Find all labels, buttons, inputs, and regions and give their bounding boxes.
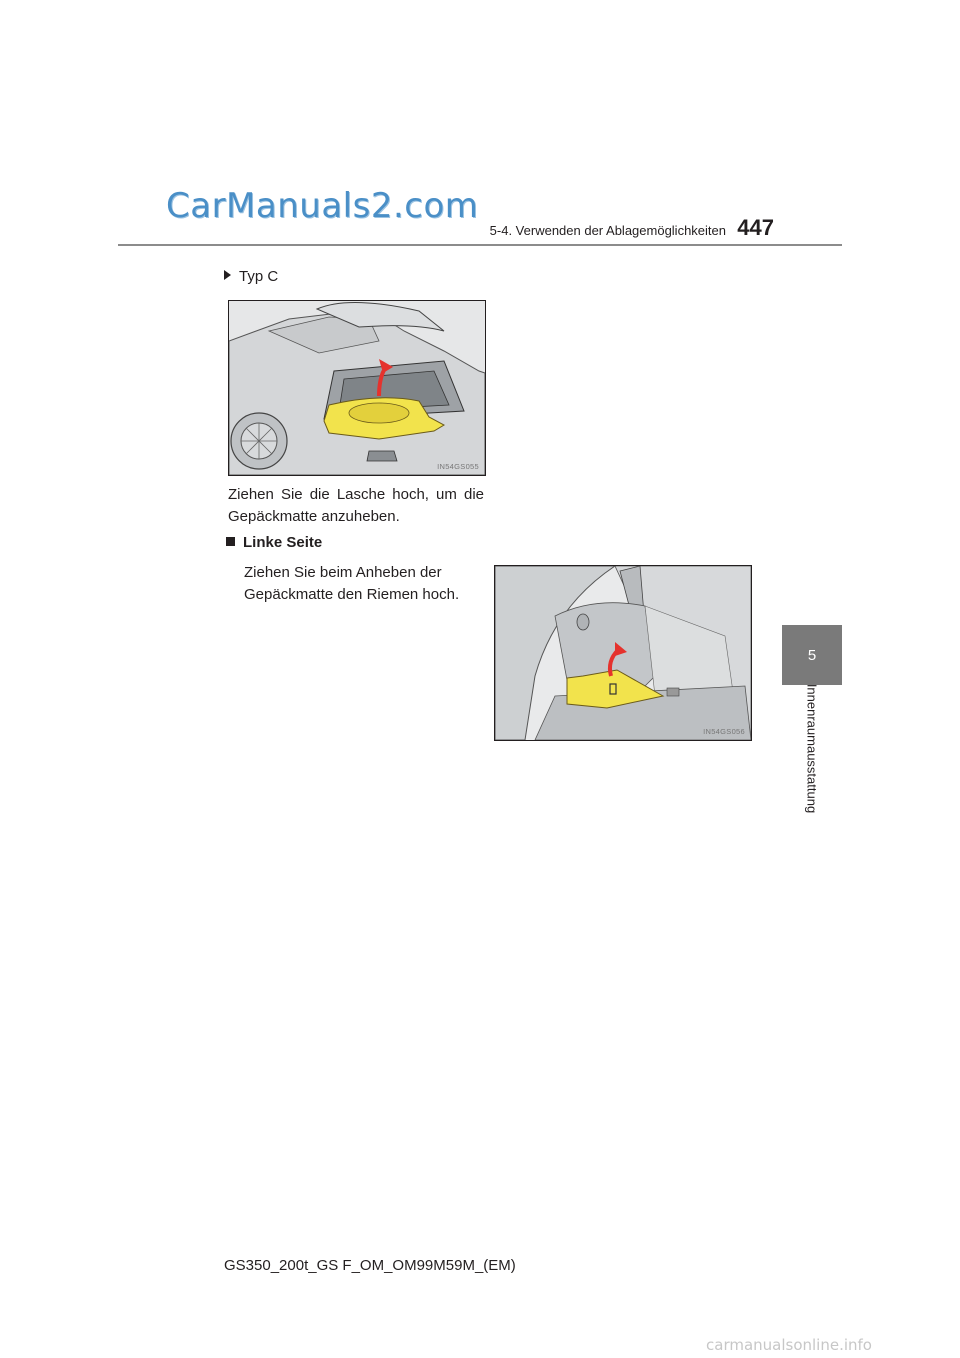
triangle-bullet-icon — [224, 270, 231, 280]
subheading-text: Linke Seite — [243, 534, 323, 551]
watermark-logo: CarManuals2.com — [166, 186, 479, 226]
chapter-label: Innenraumausstattung — [804, 683, 820, 814]
chapter-number: 5 — [807, 646, 817, 664]
square-bullet-icon — [226, 537, 235, 546]
header-divider — [118, 244, 842, 246]
subheading-left-side — [226, 534, 322, 551]
running-header-section: 5-4. Verwenden der Ablagemöglichkeiten — [489, 223, 726, 238]
trunk-left-illustration — [495, 566, 751, 740]
figure-code: IN54GS055 — [437, 462, 479, 471]
figure-code: IN54GS056 — [703, 727, 745, 736]
instruction-paragraph: Ziehen Sie die Lasche hoch, um die Gepäckmatte anzuheben. — [228, 486, 484, 525]
footer-document-code: GS350_200t_GS F_OM_OM99M59M_(EM) — [224, 1257, 516, 1274]
variant-heading — [224, 268, 278, 285]
figure-trunk-type-c — [228, 300, 486, 476]
trunk-illustration — [229, 301, 485, 475]
footer-site-logo: carmanualsonline.info — [706, 1336, 872, 1354]
figure-trunk-left-side — [494, 565, 752, 741]
variant-label: Typ C — [239, 268, 279, 285]
instruction-paragraph-left: Ziehen Sie beim Anheben der Gepäckmatte den Riemen hoch. — [244, 564, 460, 603]
page-number: 447 — [737, 215, 774, 240]
